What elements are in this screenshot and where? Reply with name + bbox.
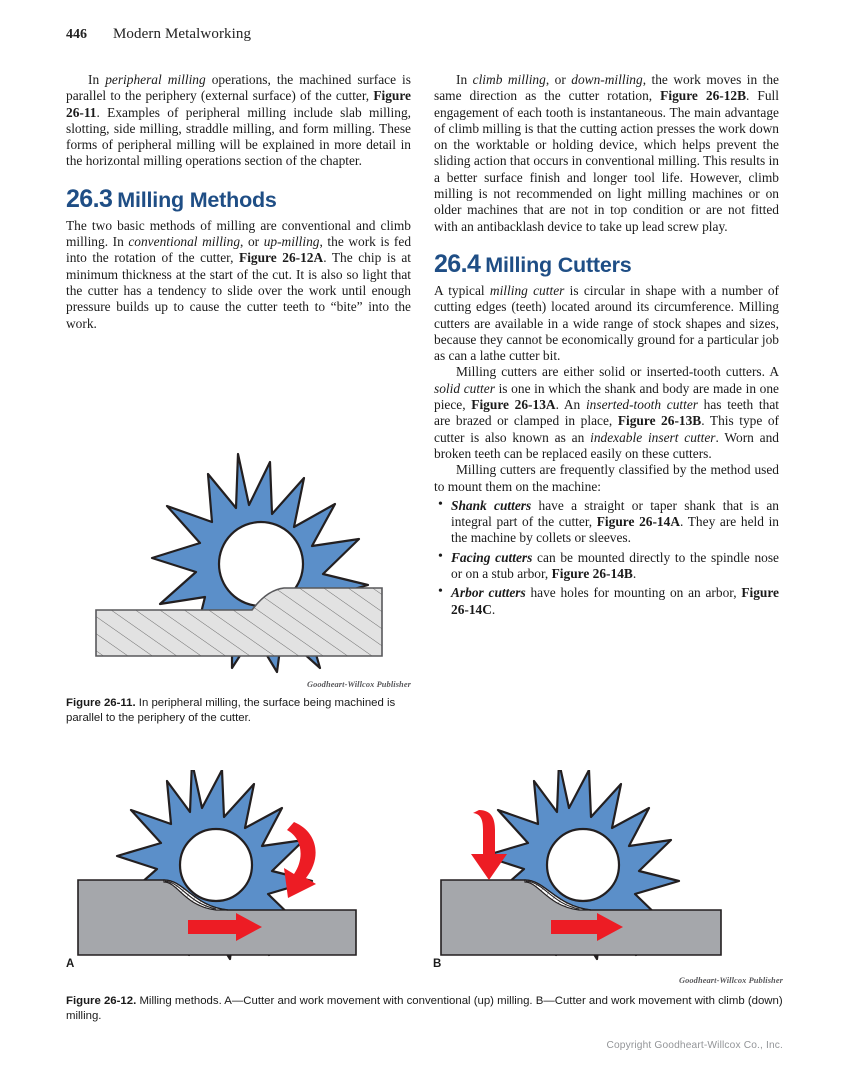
term-solid-cutter: solid cutter [434, 380, 495, 396]
figure-caption [66, 994, 783, 1023]
paragraph-classified: Milling cutters are frequently classified by the method used to mount them on the machine: [434, 462, 779, 494]
caption-text: In peripheral milling, the surface being machined is parallel to the periphery of the cutter. [66, 697, 396, 724]
panel-letter-a: A [66, 958, 75, 970]
figure-26-11-artwork [66, 442, 411, 677]
text-rest-1: operations, the machined surface is parallel to the periphery (external surface) of the cutter, [66, 72, 411, 104]
text-rest-4: has teeth that are brazed or clamped in place, [434, 397, 779, 429]
section-heading-26-4 [434, 249, 779, 278]
figref-26-11: Figure 26-11 [66, 88, 411, 120]
text-rest-1: The two basic methods of milling are conventional and climb milling. In [66, 217, 411, 250]
term-peripheral-milling: peripheral milling [105, 72, 206, 87]
caption-label: Figure 26-12. [66, 995, 137, 1007]
text-rest-2: . Examples of peripheral milling include slab milling, slotting, side milling, straddle milling, and form milling. These forms of peripheral milling will be explained in more detail in the horizontal milling operations section of the chapter. [66, 104, 411, 169]
figure-credit: Goodheart-Willcox Publisher [678, 976, 783, 985]
text-lead: In [456, 72, 473, 87]
figref-26-12a: Figure 26-12A [239, 250, 324, 266]
figref-26-12b: Figure 26-12B [660, 88, 747, 104]
cutter-rotation-arrow [284, 822, 316, 898]
text-rest-3: , the work is fed into the rotation of the cutter, [66, 234, 412, 266]
term-shank-cutters: Shank cutters [451, 497, 532, 513]
text-rest-1: Milling cutters are either solid or inserted-tooth cutters. A [456, 364, 779, 380]
section-number: 26.3 [66, 184, 113, 213]
figure-caption [66, 696, 411, 725]
figure-26-12-panels [66, 770, 783, 975]
book-title: Modern Metalworking [113, 26, 252, 42]
page-number: 446 [66, 27, 87, 42]
text-rest-1: have a straight or taper shank that is an integral part of the cutter, [451, 497, 779, 530]
text-rest-1: , or [545, 72, 572, 87]
list-item [434, 550, 779, 583]
right-column [434, 72, 779, 621]
section-heading-26-3 [66, 184, 411, 213]
term-climb-milling: climb milling [472, 72, 546, 87]
term-milling-cutter: milling cutter [489, 282, 565, 298]
term-facing-cutters: Facing cutters [451, 549, 533, 565]
term-inserted-tooth-cutter: inserted-tooth cutter [585, 397, 698, 413]
panel-b-artwork [433, 770, 783, 970]
left-column [66, 72, 411, 332]
term-indexable-insert-cutter: indexable insert cutter [590, 429, 716, 445]
paragraph-milling-methods [66, 218, 411, 332]
paragraph-typical-cutter [434, 283, 779, 364]
figure-26-12-panel-b [433, 770, 783, 975]
text-rest-5: . This type of cutter is also known as an [434, 413, 779, 445]
copyright-notice: Copyright Goodheart-Willcox Co., Inc. [606, 1040, 783, 1051]
figure-26-12 [66, 770, 783, 1023]
text-rest-2: , the work moves in the same direction as the cutter rotation, [434, 72, 780, 104]
section-title: Milling Methods [117, 187, 277, 212]
text-rest-6: . Worn and broken teeth can be replaced easily on these cutters. [434, 429, 779, 461]
text-rest-2: . [491, 601, 496, 617]
text-rest-2: is one in which the shank and body are made in one piece, [434, 380, 780, 413]
caption-label: Figure 26-11. [66, 697, 136, 709]
text-rest-1: can be mounted directly to the spindle nose or on a stub arbor, [451, 549, 779, 582]
caption-text: Milling methods. A—Cutter and work movement with conventional (up) milling. B—Cutter and work movement with climb (down) milling. [66, 995, 783, 1022]
figure-26-12-panel-a [66, 770, 416, 975]
term-conventional-milling: conventional milling [128, 234, 241, 250]
list-item [434, 585, 779, 618]
section-title: Milling Cutters [485, 252, 632, 277]
figref-26-14a: Figure 26-14A [596, 514, 680, 530]
text-rest-2: . [632, 566, 637, 582]
panel-a-artwork [66, 770, 416, 970]
text-rest-3: . An [555, 397, 586, 413]
text-rest-3: . Full engagement of each tooth is instantaneous. The main advantage of climb milling is that the cutting action presses the work down on the worktable or holding device, which helps prevent the sliding action that occurs in conventional milling. This results in a better surface finish and longer tool life. However, climb milling is not recommended on light milling machines or on older machines that are not in top condition or are not fitted with an antibacklash device to take up lead screw play. [434, 88, 779, 234]
figref-26-13b: Figure 26-13B [617, 413, 702, 429]
figure-credit: Goodheart-Willcox Publisher [306, 680, 411, 689]
panel-letter-b: B [433, 958, 442, 970]
cutter-rotation-arrow [471, 810, 507, 880]
figref-26-13a: Figure 26-13A [471, 397, 556, 413]
figref-26-14b: Figure 26-14B [551, 566, 633, 582]
text-lead: In [88, 72, 106, 87]
cutter-bore-hole [547, 829, 619, 901]
cutter-bore-hole [180, 829, 252, 901]
running-head [66, 26, 251, 43]
text-rest-1: have holes for mounting on an arbor, [525, 585, 742, 601]
cutter-mounting-list [434, 498, 779, 618]
text-rest-1: A typical [434, 282, 490, 298]
text-rest-2: is circular in shape with a number of cutting edges (teeth) located around its circumference. Milling cutters are available in a wide range of stock shapes and sizes, because they cannot be economically ground for a particular job as can a lathe cutter bit. [434, 282, 779, 364]
section-number: 26.4 [434, 249, 481, 278]
list-item [434, 498, 779, 547]
paragraph-climb-milling [434, 72, 779, 235]
text-rest-2: . They are held in the machine by collets or sleeves. [451, 514, 780, 546]
text-rest-2: , or [240, 234, 264, 250]
term-arbor-cutters: Arbor cutters [451, 585, 526, 601]
term-up-milling: up-milling [263, 234, 320, 250]
figure-26-11 [66, 442, 411, 725]
paragraph-peripheral-milling [66, 72, 411, 170]
figref-26-14c: Figure 26-14C [451, 585, 779, 617]
term-down-milling: down-milling [571, 72, 643, 87]
paragraph-solid-inserted [434, 364, 779, 462]
text-rest-4: . The chip is at minimum thickness at the start of the cut. It is also so light that the cutter has a tendency to slide over the work until enough pressure builds up to cause the cutter teeth to “bite” into the work. [66, 250, 412, 331]
